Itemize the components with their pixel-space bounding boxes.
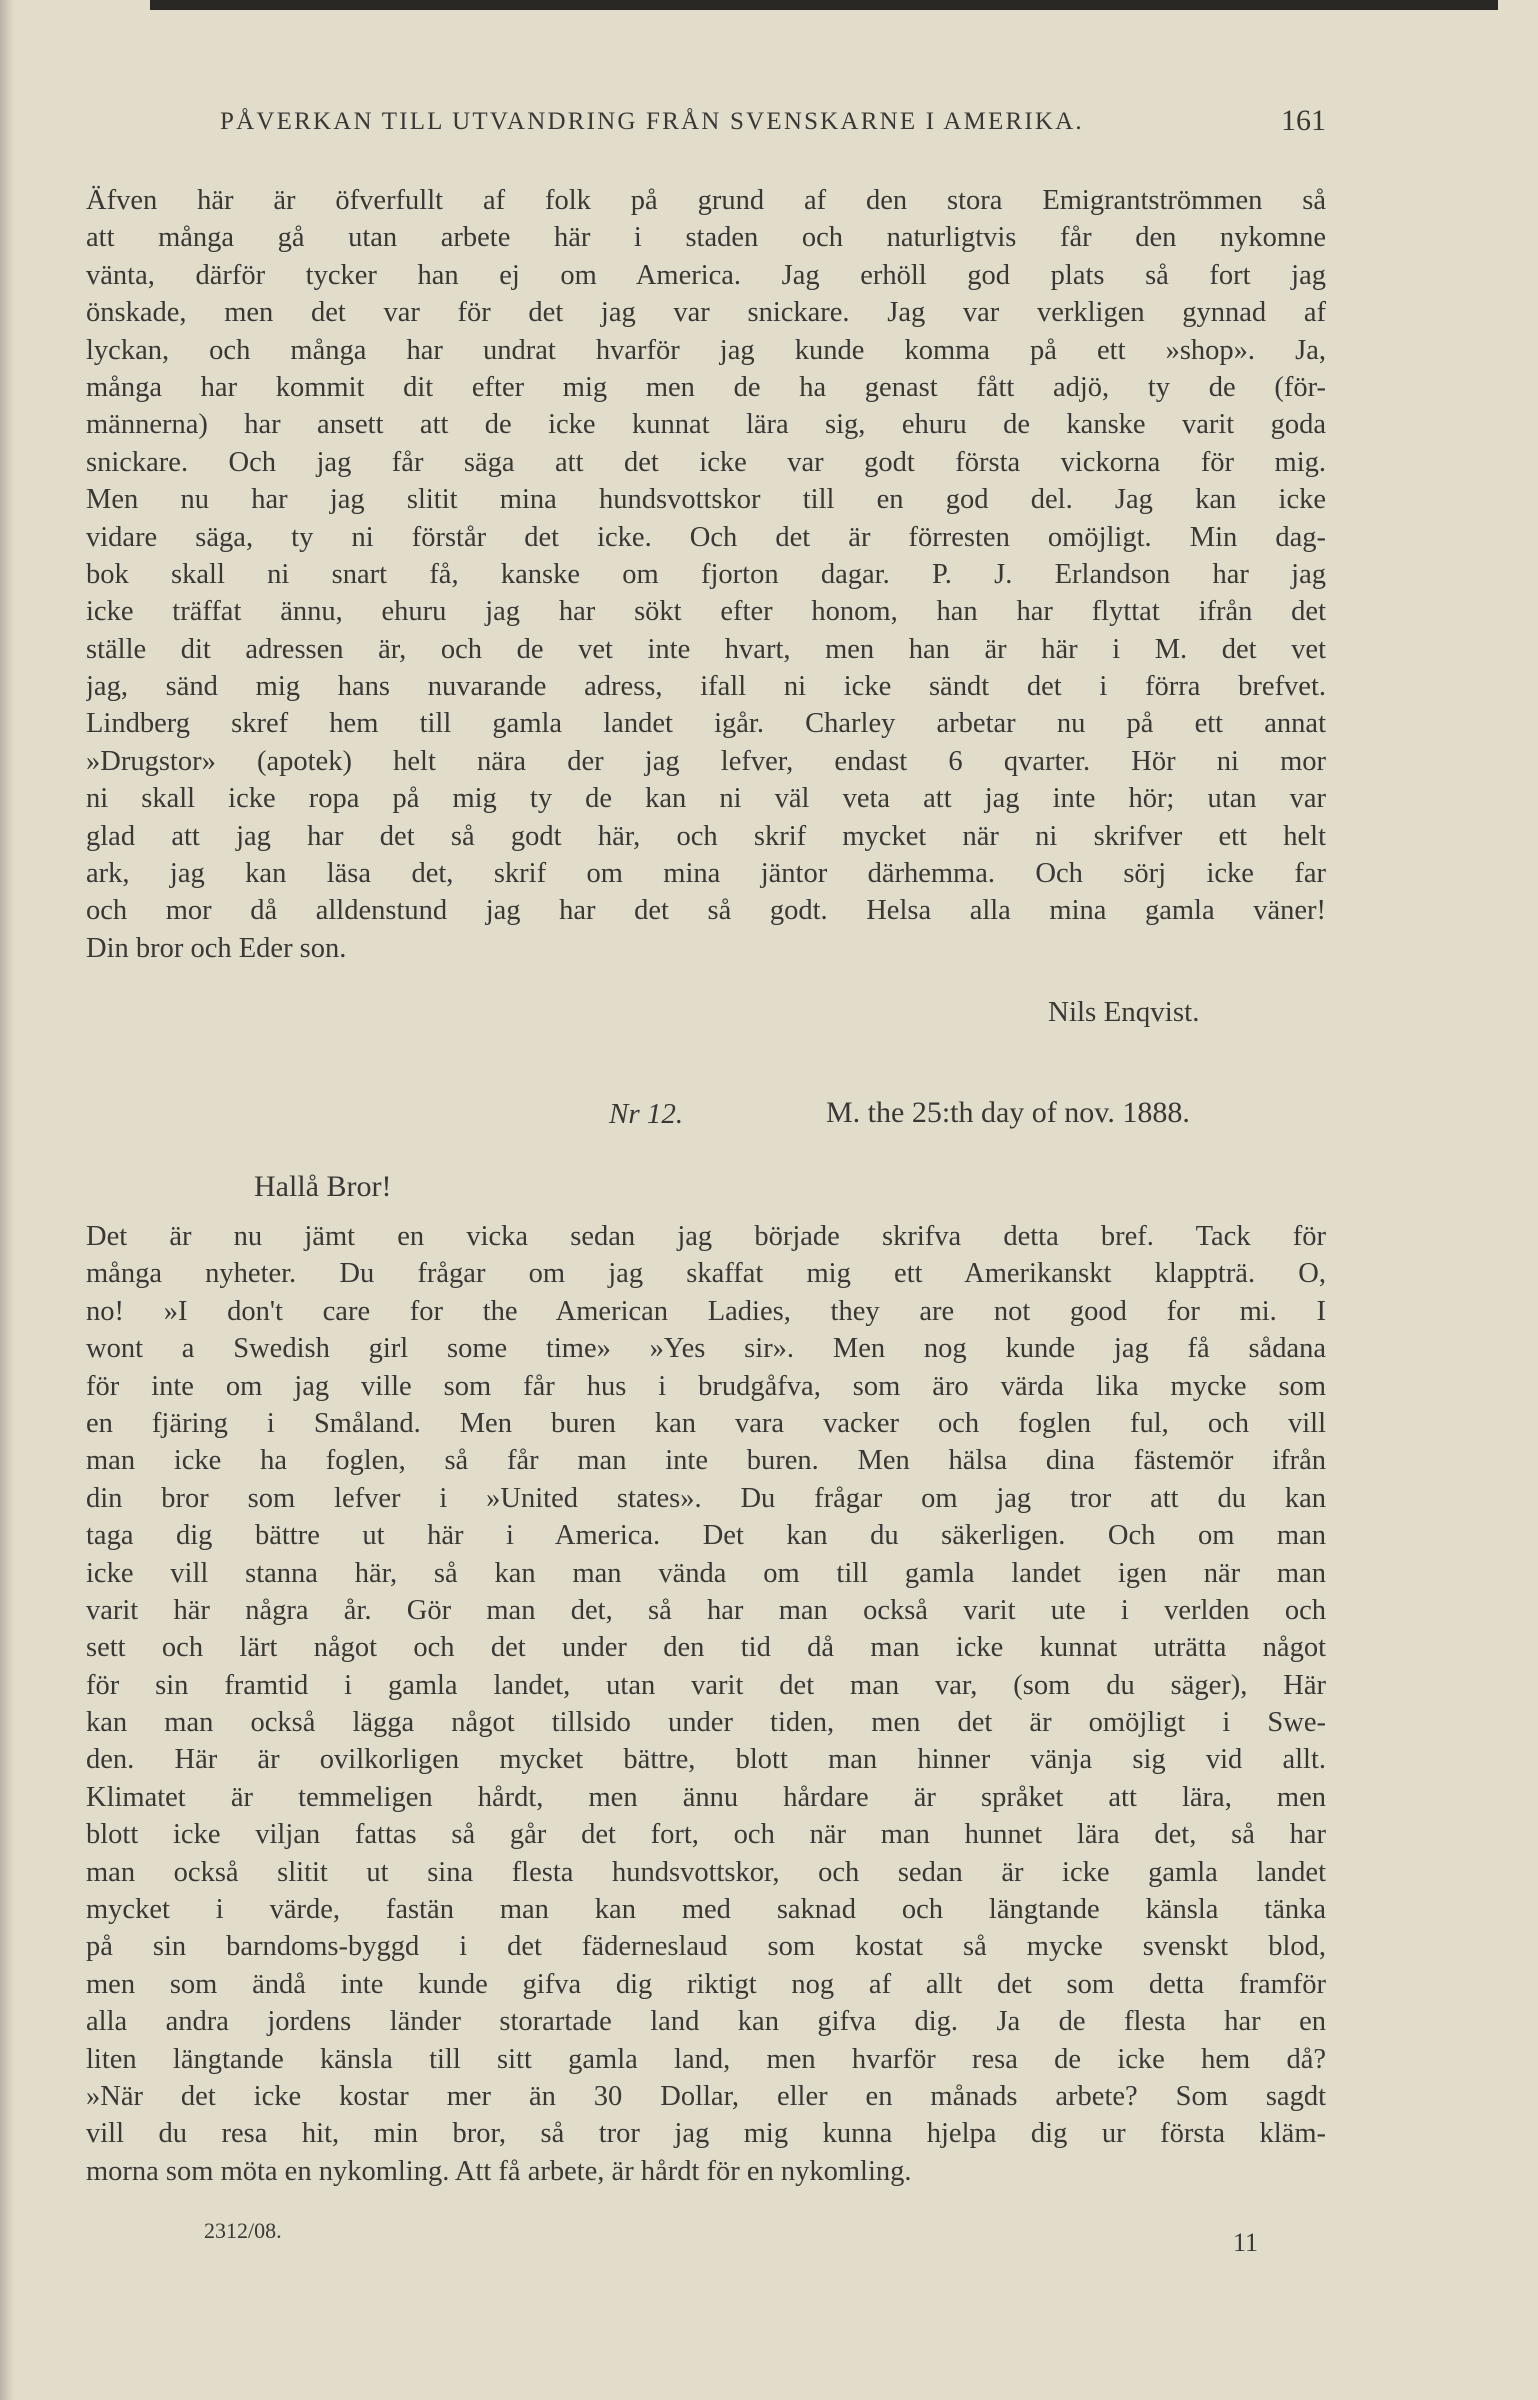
- text-line: icke vill stanna här, så kan man vända om till gamla landet igen när man: [86, 1557, 1326, 1589]
- text-line: liten längtande känsla till sitt gamla land, men hvarför resa de icke hem då?: [86, 2043, 1326, 2075]
- text-line: man icke ha foglen, så får man inte buren. Men hälsa dina fästemör ifrån: [86, 1445, 1326, 1477]
- running-head: PÅVERKAN TILL UTVANDRING FRÅN SVENSKARNE I AMERIKA.: [220, 108, 1084, 135]
- text-line: att många gå utan arbete här i staden och naturligtvis får den nykomne: [86, 222, 1326, 254]
- text-line: önskade, men det var för det jag var snickare. Jag var verkligen gynnad af: [86, 297, 1326, 329]
- letter-11-body: [86, 182, 1326, 967]
- letter-number: Nr 12.: [609, 1098, 684, 1130]
- page-edge-shadow: [0, 0, 14, 2400]
- text-line: glad att jag har det så godt här, och skrif mycket när ni skrifver ett helt: [86, 820, 1326, 852]
- text-line: för inte om jag ville som får hus i brudgåfva, som äro värda lika mycke som: [86, 1370, 1326, 1402]
- text-line: no! »I don't care for the American Ladies, they are not good for mi. I: [86, 1295, 1326, 1327]
- text-line: många nyheter. Du frågar om jag skaffat mig ett Amerikanskt klappträ. O,: [86, 1258, 1326, 1290]
- text-line: Det är nu jämt en vicka sedan jag började skrifva detta bref. Tack för: [86, 1221, 1326, 1252]
- page-number: 161: [1281, 104, 1326, 137]
- text-line: wont a Swedish girl some time» »Yes sir». Men nog kunde jag få sådana: [86, 1333, 1326, 1365]
- text-line: din bror som lefver i »United states». Du frågar om jag tror att du kan: [86, 1482, 1326, 1514]
- text-line: på sin barndoms-byggd i det fäderneslaud som kostat så mycke svenskt blod,: [86, 1931, 1326, 1963]
- text-line: männerna) har ansett att de icke kunnat lära sig, ehuru de kanske varit goda: [86, 409, 1326, 441]
- text-line: lyckan, och många har undrat hvarför jag kunde komma på ett »shop». Ja,: [86, 334, 1326, 366]
- letter-date: M. the 25:th day of nov. 1888.: [826, 1096, 1190, 1129]
- text-line: sett och lärt något och det under den tid då man icke kunnat uträtta något: [86, 1632, 1326, 1664]
- text-line: ark, jag kan läsa det, skrif om mina jäntor därhemma. Och sörj icke far: [86, 858, 1326, 890]
- footer-signature-mark: 2312/08.: [204, 2218, 282, 2243]
- letter-11-signature: Nils Enqvist.: [1048, 996, 1200, 1028]
- text-line: ni skall icke ropa på mig ty de kan ni väl veta att jag inte hör; utan var: [86, 783, 1326, 815]
- text-line: Äfven här är öfverfullt af folk på grund af den stora Emigrantströmmen så: [86, 185, 1326, 216]
- letter-12-body: [86, 1218, 1326, 2190]
- text-line: för sin framtid i gamla landet, utan varit det man var, (som du säger), Här: [86, 1669, 1326, 1701]
- text-line: och mor då alldenstund jag har det så godt. Helsa alla mina gamla väner!: [86, 895, 1326, 927]
- text-line: kan man också lägga något tillsido under tiden, men det är omöjligt i Swe-: [86, 1707, 1326, 1739]
- text-line: Lindberg skref hem till gamla landet igår. Charley arbetar nu på ett annat: [86, 708, 1326, 740]
- text-line: mycket i värde, fastän man kan med saknad och längtande känsla tänka: [86, 1894, 1326, 1926]
- book-page: [86, 0, 1326, 2400]
- text-line: vill du resa hit, min bror, så tror jag mig kunna hjelpa dig ur första kläm-: [86, 2118, 1326, 2150]
- text-line: många har kommit dit efter mig men de ha genast fått adjö, ty de (för-: [86, 371, 1326, 403]
- text-line: morna som möta en nykomling. Att få arbete, är hårdt för en nykomling.: [86, 2155, 912, 2187]
- text-line: ställe dit adressen är, och de vet inte hvart, men han är här i M. det vet: [86, 633, 1326, 665]
- text-line: vänta, därför tycker han ej om America. Jag erhöll god plats så fort jag: [86, 259, 1326, 291]
- text-line: varit här några år. Gör man det, så har man också varit ute i verlden och: [86, 1594, 1326, 1626]
- page-header: [86, 104, 1326, 148]
- text-line: icke träffat ännu, ehuru jag har sökt efter honom, han har flyttat ifrån det: [86, 596, 1326, 628]
- salutation: Hallå Bror!: [254, 1170, 392, 1203]
- text-line: blott icke viljan fattas så går det fort, och när man hunnet lära det, så har: [86, 1819, 1326, 1851]
- text-line: men som ändå inte kunde gifva dig riktigt nog af allt det som detta framför: [86, 1968, 1326, 2000]
- text-line: man också slitit ut sina flesta hundsvottskor, och sedan är icke gamla landet: [86, 1856, 1326, 1888]
- text-line: den. Här är ovilkorligen mycket bättre, blott man hinner vänja sig vid allt.: [86, 1744, 1326, 1776]
- text-line: Din bror och Eder son.: [86, 932, 347, 964]
- text-line: »När det icke kostar mer än 30 Dollar, eller en månads arbete? Som sagdt: [86, 2080, 1326, 2112]
- text-line: alla andra jordens länder storartade land kan gifva dig. Ja de flesta har en: [86, 2006, 1326, 2038]
- text-line: Men nu har jag slitit mina hundsvottskor till en god del. Jag kan icke: [86, 484, 1326, 516]
- text-line: vidare säga, ty ni förstår det icke. Och det är förresten omöjligt. Min dag-: [86, 521, 1326, 553]
- text-line: Klimatet är temmeligen hårdt, men ännu hårdare är språket att lära, men: [86, 1781, 1326, 1813]
- text-line: en fjäring i Småland. Men buren kan vara vacker och foglen ful, och vill: [86, 1407, 1326, 1439]
- text-line: snickare. Och jag får säga att det icke var godt första vickorna för mig.: [86, 446, 1326, 478]
- text-line: »Drugstor» (apotek) helt nära der jag lefver, endast 6 qvarter. Hör ni mor: [86, 745, 1326, 777]
- text-line: bok skall ni snart få, kanske om fjorton dagar. P. J. Erlandson har jag: [86, 558, 1326, 590]
- text-line: jag, sänd mig hans nuvarande adress, ifall ni icke sändt det i förra brefvet.: [86, 671, 1326, 703]
- footer-sheet-number: 11: [1233, 2228, 1259, 2257]
- text-line: taga dig bättre ut här i America. Det kan du säkerligen. Och om man: [86, 1520, 1326, 1552]
